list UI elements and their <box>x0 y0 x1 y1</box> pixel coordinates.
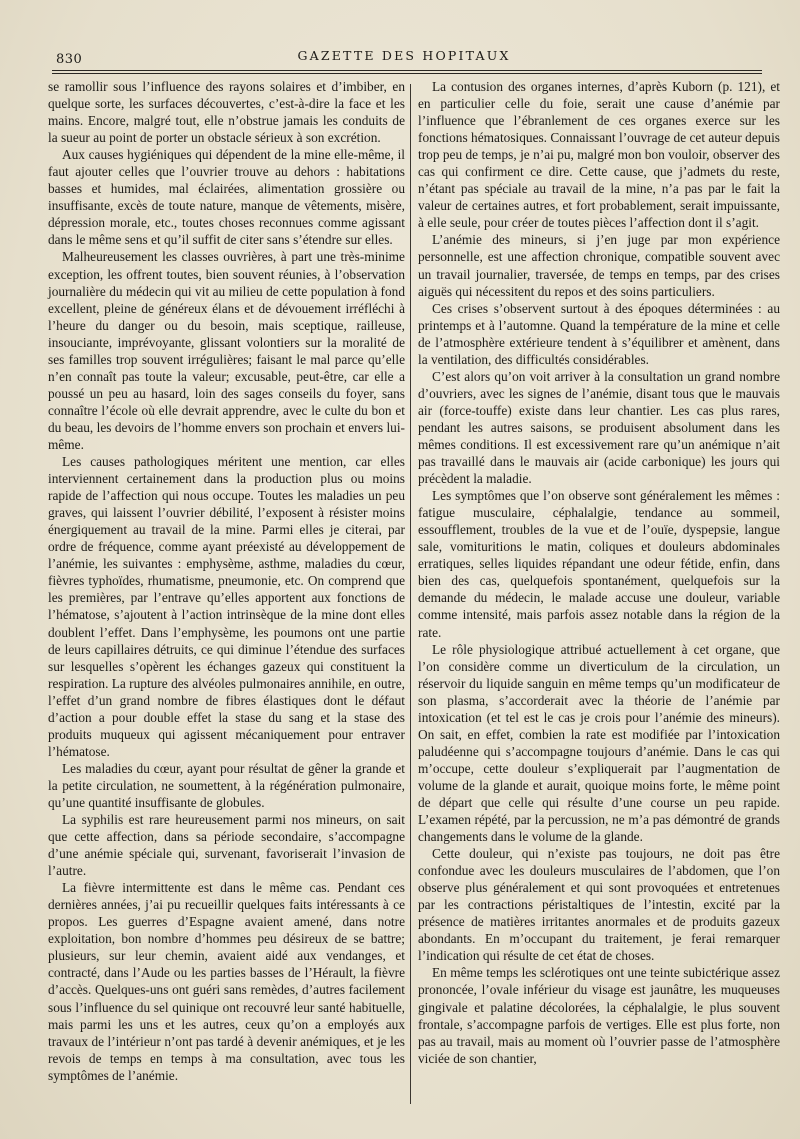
paragraph: Le rôle physiologique attribué actuellement à cet organe, que l’on considère comme un diverticulum de la circulation, un réservoir du liquide sanguin en même temps qu’un modificateur de son plasma, s’accorderait avec la théorie de l’anémie par intoxication (et tel est le cas je crois pour l’anémie des mineurs). On sait, en effet, combien la rate est modifiée par l’intoxication paludéenne qui s’accompagne toujours d’anémie. Dans le cas qui m’occupe, cette douleur s’expliquerait par l’augmentation de volume de la glande et aurait, quoique moins forte, le même point de départ que celle qui résulte d’une course un peu rapide. L’examen répété, par la percussion, ne m’a pas démontré de grands changements dans le volume de la glande. <box>418 641 780 845</box>
paragraph: La syphilis est rare heureusement parmi nos mineurs, on sait que cette affection, dans sa période secondaire, s’accompagne d’une anémie spéciale qui, survenant, favoriserait l’invasion de l’autre. <box>48 812 405 879</box>
paragraph: Ces crises s’observent surtout à des époques déterminées : au printemps et à l’automne. Quand la température de la mine et celle de l’atmosphère extérieure tendent à s’équilibrer et amènent, dans la ventilation, des difficultés considérables. <box>418 300 780 367</box>
paragraph: Les causes pathologiques méritent une mention, car elles interviennent certainement dans la production plus ou moins rapide de l’affection qui nous occupe. Toutes les maladies un peu graves, qui laissent l’ouvrier débilité, l’exposent à résister moins énergiquement au travail de la mine. Parmi elles je citerai, par ordre de fréquence, comme ayant préexisté au développement de l’anémie, les suivantes : emphysème, asthme, maladies du cœur, fièvres typhoïdes, rhumatisme, pneumonie, etc. On comprend que les premières, par l’entrave qu’elles apportent aux fonctions de l’hématose, s’ajoutent à l’action intrinsèque de la mine dont elles doublent l’effet. Dans l’emphysème, les poumons ont une partie de leurs capillaires détruits, ce qui diminue l’étendue des surfaces sur lesquelles s’opèrent les échanges gazeux qui constituent la respiration. La rupture des alvéoles pulmonaires annihile, en outre, l’effet d’un grand nombre de fibres élastiques dont le défaut d’action a pour double effet la stase du sang et la stase des produits muqueux qui agissent mécaniquement pour entraver l’hématose. <box>48 454 405 759</box>
page-header <box>48 44 760 68</box>
header-rule <box>52 70 762 71</box>
paragraph: En même temps les sclérotiques ont une teinte subictérique assez prononcée, l’ovale inférieur du visage est jaunâtre, les muqueuses gingivale et palatine décolorées, la céphalalgie, le plus souvent frontale, s’accompagne parfois de vertiges. Elle est plus forte, non pas au travail, mais au moment où l’ouvrier passe de l’atmosphère viciée de son chantier, <box>418 965 780 1066</box>
left-column <box>48 78 405 1084</box>
paragraph: L’anémie des mineurs, si j’en juge par mon expérience personnelle, est une affection chronique, compatible souvent avec un travail journalier, traversée, de temps en temps, par des crises aiguës qui nécessitent du repos et des soins particuliers. <box>418 232 780 299</box>
paragraph: Aux causes hygiéniques qui dépendent de la mine elle-même, il faut ajouter celles que l’ouvrier trouve au dehors : habitations basses et humides, mal éclairées, alimentation grossière ou insuffisante, excès de toute nature, manque de vêtements, misère, dépression morale, etc., toutes choses reconnues comme agissant dans le même sens et qu’il suffit de citer sans s’étendre sur elles. <box>48 147 405 248</box>
header-rule-double <box>52 73 762 74</box>
paragraph: Les maladies du cœur, ayant pour résultat de gêner la grande et la petite circulation, ne soumettent, à la régénération pulmonaire, qu’une quantité insuffisante de globules. <box>48 760 405 810</box>
paragraph: La contusion des organes internes, d’après Kuborn (p. 121), et en particulier celle du foie, serait une cause d’anémie par l’influence que l’ébranlement de ces organes exerce sur les fonctions hématosiques. Connaissant l’ouvrage de cet auteur depuis trop peu de temps, je n’ai pu, malgré mon bon vouloir, observer des cas qui confirment ce dire. Cette cause, que j’admets du reste, n’étant pas spéciale au travail de la mine, n’a pas par le fait la valeur de certaines autres, et fort probablement, serait impuissante, à elle seule, pour créer de toutes pièces l’affection dont il s’agit. <box>418 79 780 231</box>
paragraph: La fièvre intermittente est dans le même cas. Pendant ces dernières années, j’ai pu recueillir quelques faits intéressants à ce propos. Les guerres d’Espagne avaient amené, dans notre exploitation, bon nombre d’hommes peu désireux de se battre; plusieurs, sur leur chemin, avaient aidé aux vendanges, et contracté, dans l’Aude ou les parties basses de l’Hérault, la fièvre d’accès. Quelques-uns ont guéri sans remèdes, d’autres facilement sous l’influence du sel quinique ont recouvré leur santé habituelle, mais parmi les uns et les autres, ceux qu’on a employés aux travaux de l’intérieur n’ont pas tardé à devenir anémiques, et je les revois de temps en temps à ma consultation, avec tous les symptômes de l’anémie. <box>48 880 405 1083</box>
journal-title: GAZETTE DES HOPITAUX <box>297 48 511 63</box>
column-divider <box>410 84 411 1104</box>
paragraph: Malheureusement les classes ouvrières, à part une très-minime exception, les offrent toutes, bien souvent réunies, à l’observation journalière du médecin qui vit au milieu de cette population à fond excellent, pleine de généreux élans et de dévouement irréfléchi à l’heure du danger ou du besoin, mais sceptique, railleuse, insouciante, imprévoyante, glissant volontiers sur la moralité de ses familles trop souvent irrégulières; faisant le mal parce qu’elle n’en connaît pas toute la valeur; excusable, peut-être, car elle a poussé un peu au hasard, loin des sages conseils du foyer, sans connaître l’école où elle devrait apprendre, avec le culte du bon et du beau, les devoirs de l’homme envers son prochain et envers lui-même. <box>48 249 405 452</box>
page-number: 830 <box>56 52 83 67</box>
paragraph: se ramollir sous l’influence des rayons solaires et d’imbiber, en quelque sorte, les surfaces découvertes, c’est-à-dire la face et les mains. Encore, malgré tout, elle n’obstrue jamais les conduits de la sueur au point de porter un obstacle sérieux à son excrétion. <box>48 79 405 146</box>
right-column <box>418 78 780 1067</box>
paragraph: Cette douleur, qui n’existe pas toujours, ne doit pas être confondue avec les douleurs musculaires de l’abdomen, que l’on observe plus généralement et qui sont provoquées et entretenues par les contractions péristaltiques de l’intestin, excité par la présence de matières irritantes anormales et de produits gazeux abondants. En m’occupant du traitement, je ferai remarquer l’indication qui résulte de cet état de choses. <box>418 846 780 964</box>
paragraph: C’est alors qu’on voit arriver à la consultation un grand nombre d’ouvriers, avec les signes de l’anémie, disant tous que le mauvais air (force-touffe) existe dans leur chantier. Les cas plus rares, pendant les autres saisons, se produisent absolument dans les mêmes conditions. Il est excessivement rare qu’un anémique n’ait pas travaillé dans le mauvais air (acide carbonique) les jours qui précèdent la maladie. <box>418 368 780 487</box>
paragraph: Les symptômes que l’on observe sont généralement les mêmes : fatigue musculaire, céphalalgie, tendance au sommeil, essoufflement, troubles de la vue et de l’ouïe, dyspepsie, langue sale, vomituritions le matin, coliques et douleurs abdominales erratiques, selles liquides répandant une odeur fétide, enfin, dans bien des cas, quelquefois spontanément, quelquefois sur la demande du médecin, le malade accuse une douleur, variable comme intensité, mais parfois assez notable dans la région de la rate. <box>418 488 780 640</box>
